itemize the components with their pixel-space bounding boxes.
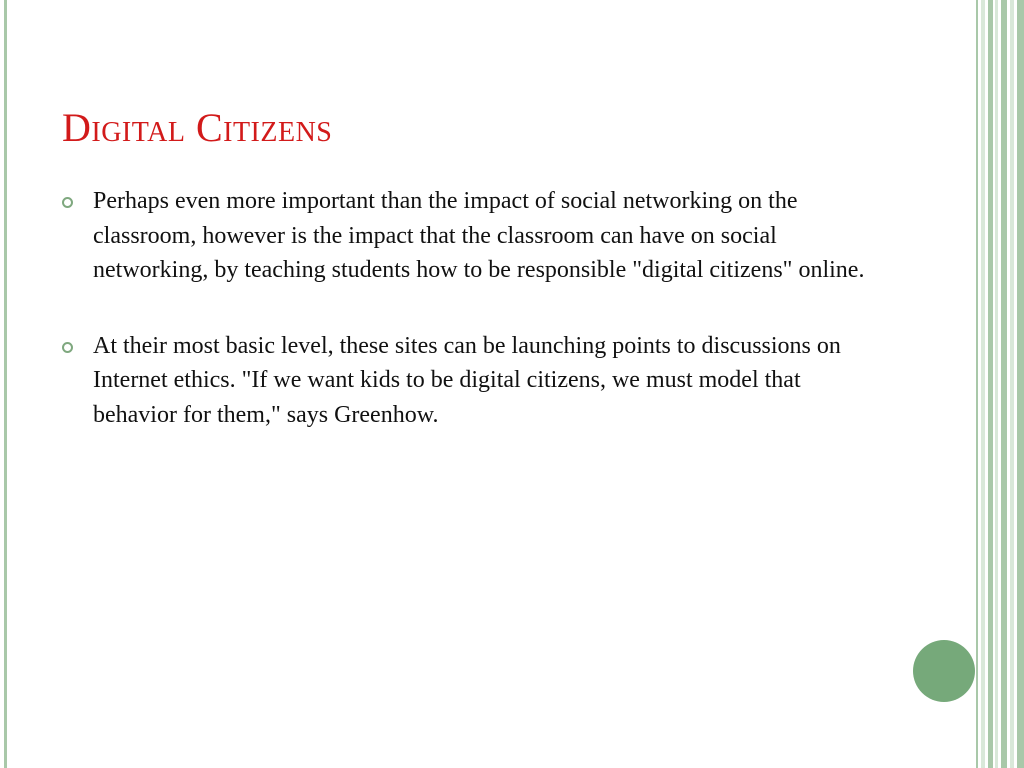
right-border-stripe — [988, 0, 993, 768]
bullet-circle-icon — [62, 197, 73, 208]
right-border-stripe — [981, 0, 985, 768]
slide-title: Digital Citizens — [62, 105, 333, 150]
bullet-item — [60, 329, 890, 433]
bullet-text: Perhaps even more important than the impact of social networking on the classroom, however is the impact that the classroom can have on social networking, by teaching students how to be responsible "digital citizens" online. — [93, 188, 865, 283]
decorative-green-circle-icon — [913, 640, 975, 702]
left-border-stripe — [4, 0, 7, 768]
right-border-stripe — [1010, 0, 1014, 768]
bullet-text: At their most basic level, these sites can be launching points to discussions on Internet ethics. "If we want kids to be digital citizens, we must model that behavior for them," says Greenhow. — [93, 332, 841, 428]
slide-body — [60, 184, 890, 432]
right-border-stripe — [976, 0, 978, 768]
right-border-stripe — [995, 0, 998, 768]
bullet-item — [60, 184, 890, 288]
right-border-stripe — [1001, 0, 1007, 768]
right-border-stripe — [1017, 0, 1024, 768]
bullet-circle-icon — [62, 342, 73, 353]
